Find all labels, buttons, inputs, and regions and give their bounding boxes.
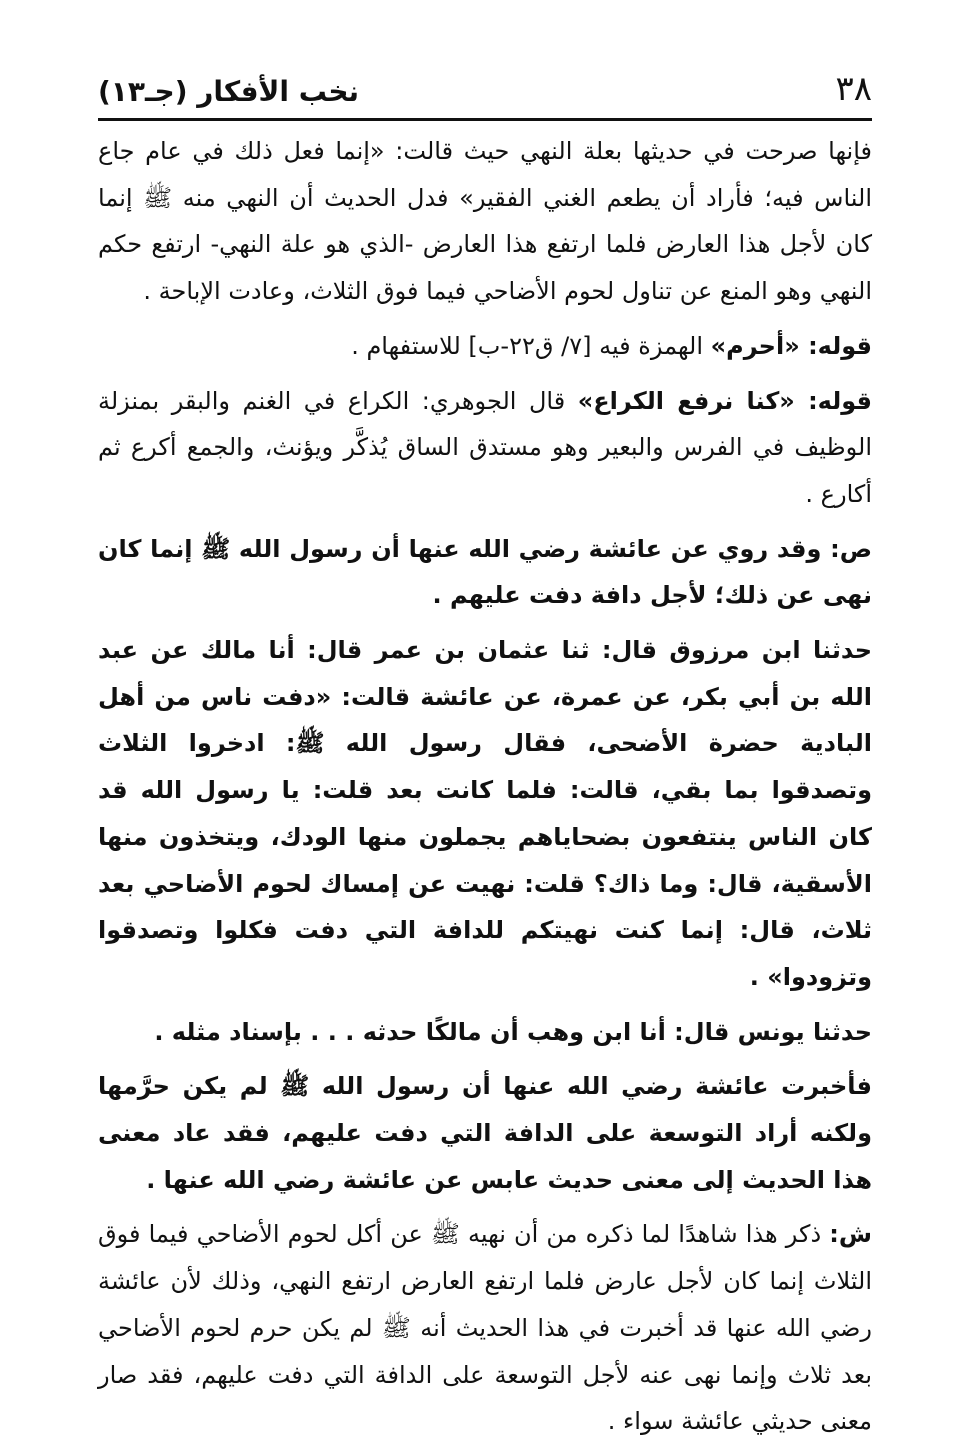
running-title: نخب الأفكار (جـ١٣) bbox=[98, 75, 360, 108]
paragraph bbox=[98, 1009, 872, 1056]
paragraph-lead: ص: bbox=[830, 534, 872, 563]
paragraph bbox=[98, 128, 872, 315]
page-body bbox=[98, 128, 872, 1453]
paragraph-text: فإنها صرحت في حديثها بعلة النهي حيث قالت: «إنما فعل ذلك في عام جاع الناس فيه؛ فأراد أن يطعم الغني الفقير» فدل الحديث أن النهي منه ﷺ إنما كان لأجل هذا العارض فلما ارتفع هذا العارض -الذي هو علة النهي- ارتفع حكم النهي وهو المنع عن تناول لحوم الأضاحي فيما فوق الثلاث، وعادت الإباحة . bbox=[98, 137, 872, 306]
paragraph-text: الهمزة فيه [٧/ ق٢٢-ب] للاستفهام . bbox=[351, 331, 711, 360]
paragraph bbox=[98, 526, 872, 619]
paragraph-lead: قوله: «أحرم» bbox=[710, 331, 872, 360]
paragraph-text: حدثنا يونس قال: أنا ابن وهب أن مالكًا حدثه . . . بإسناد مثله . bbox=[154, 1017, 872, 1046]
paragraph-lead: قوله: «كنا نرفع الكراع» bbox=[577, 386, 872, 415]
paragraph bbox=[98, 1063, 872, 1203]
paragraph-text: ذكر هذا شاهدًا لما ذكره من أن نهيه ﷺ عن أكل لحوم الأضاحي فيما فوق الثلاث إنما كان لأجل عارض فلما ارتفع العارض ارتفع النهي، وذلك لأن عائشة رضي الله عنها قد أخبرت في هذا الحديث أنه ﷺ لم يكن حرم لحوم الأضاحي بعد ثلاث وإنما نهى عنه لأجل التوسعة على الدافة التي دفت عليهم، فقد صار معنى حديثي عائشة سواء . bbox=[98, 1220, 872, 1436]
page-number: ٣٨ bbox=[835, 69, 872, 109]
paragraph-text: وقد روي عن عائشة رضي الله عنها أن رسول الله ﷺ إنما كان نهى عن ذلك؛ لأجل دافة دفت عليهم . bbox=[98, 534, 872, 610]
paragraph bbox=[98, 378, 872, 518]
header-rule bbox=[98, 118, 872, 121]
paragraph-lead: ش: bbox=[829, 1220, 872, 1249]
paragraph bbox=[98, 323, 872, 370]
page-header bbox=[98, 56, 872, 109]
paragraph bbox=[98, 1211, 872, 1445]
paragraph bbox=[98, 627, 872, 1001]
paragraph-text: قال الجوهري: الكراع في الغنم والبقر بمنزلة الوظيف في الفرس والبعير وهو مستدق الساق يُذكَّر ويؤنث، والجمع أكرع ثم أكارع . bbox=[98, 386, 872, 508]
paragraph-text: حدثنا ابن مرزوق قال: ثنا عثمان بن عمر قال: أنا مالك عن عبد الله بن أبي بكر، عن عمرة، عن عائشة قالت: «دفت ناس من أهل البادية حضرة الأضحى، فقال رسول الله ﷺ: ادخروا الثلاث وتصدقوا بما بقي، قالت: فلما كانت بعد قلت: يا رسول الله قد كان الناس ينتفعون بضحاياهم يجملون منها الودك، ويتخذون منها الأسقية، قال: وما ذاك؟ قلت: نهيت عن إمساك لحوم الأضاحي بعد ثلاث، قال: إنما كنت نهيتكم للدافة التي دفت فكلوا وتصدقوا وتزودوا» . bbox=[98, 636, 872, 991]
paragraph-text: فأخبرت عائشة رضي الله عنها أن رسول الله ﷺ لم يكن حرَّمها ولكنه أراد التوسعة على الدافة التي دفت عليهم، فقد عاد معنى هذا الحديث إلى معنى حديث عابس عن عائشة رضي الله عنها . bbox=[98, 1072, 872, 1194]
